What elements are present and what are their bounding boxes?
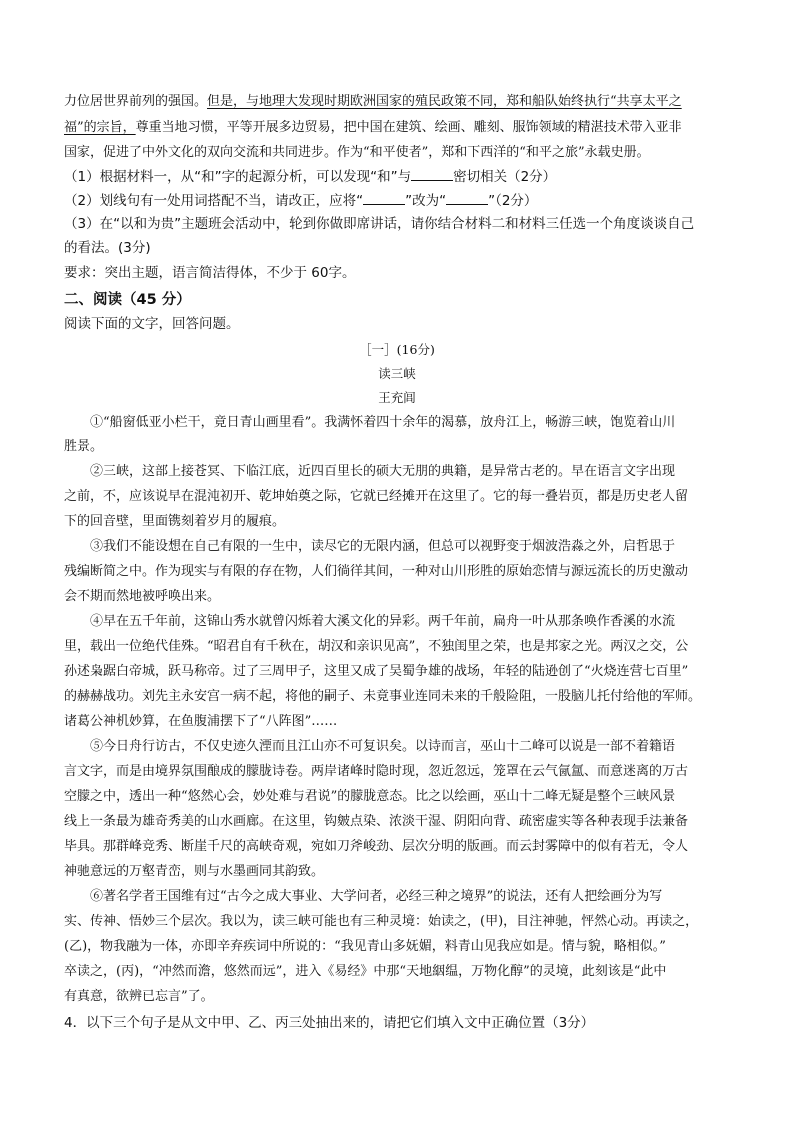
intro-line-1-text: 力位居世界前列的强国。 bbox=[64, 94, 208, 109]
paragraph-5-line: 言文字，而是由境界氛围酿成的朦胧诗卷。两岸诸峰时隐时现，忽近忽远，笼罩在云气氤氲、而意迷离的万古 bbox=[64, 764, 689, 779]
paragraph-5-line: 空朦之中，透出一种“悠然心会，妙处难与君说”的朦胧意态。比之以绘画，巫山十二峰无疑是整个三峡风景 bbox=[64, 789, 676, 804]
paragraph-1-line: 胜景。 bbox=[64, 439, 104, 454]
paragraph-4-line: 诸葛公神机妙算，在鱼腹浦摆下了“八阵图”…… bbox=[64, 714, 338, 729]
answer-blank-2b[interactable] bbox=[446, 190, 488, 205]
question-2-middle: ”改为“ bbox=[405, 193, 447, 209]
paragraph-5-line: 线上一条最为雄奇秀美的山水画廊。在这里，钩皴点染、浓淡干湿、阴阳向背、疏密虚实等各种表现手法兼备 bbox=[64, 814, 689, 829]
paragraph-3-line: 会不期而然地被呼唤出来。 bbox=[64, 589, 221, 604]
question-1 bbox=[64, 166, 736, 187]
paragraph-4-line: 里，载出一位绝代佳殊。“昭君自有千秋在，胡汉和亲识见高”，不独闺里之荣，也是邦家之光。两汉之交，公 bbox=[64, 639, 689, 654]
question-4: 4．以下三个句子是从文中甲、乙、丙三处抽出来的，请把它们填入文中正确位置（3分） bbox=[64, 1015, 595, 1031]
underlined-sentence-part-1: 但是，与地理大发现时期欧洲国家的殖民政策不同，郑和船队始终执行“共享太平之 bbox=[207, 94, 682, 109]
article-title: 读三峡 bbox=[378, 366, 416, 381]
paragraph-3-line: ③我们不能设想在自己有限的一生中，读尽它的无限内涵，但总可以视野变于烟波浩淼之外，启哲思于 bbox=[90, 539, 676, 554]
paragraph-2-line: 之前，不，应该说早在混沌初开、乾坤始奠之际，它就已经摊开在这里了。它的每一叠岩页，都是历史老人留 bbox=[64, 489, 689, 504]
question-2 bbox=[64, 190, 736, 211]
answer-blank-1[interactable] bbox=[411, 166, 453, 181]
paragraph-4-line: 孙述枭踞白帝城，跃马称帝。过了三周甲子，这里又成了吴蜀争雄的战场，年轻的陆逊创了“火烧连营七百里” bbox=[64, 664, 689, 679]
paragraph-4-line: ④早在五千年前，这锦山秀水就曾闪烁着大溪文化的异彩。两千年前，扁舟一叶从那条唤作香溪的水流 bbox=[90, 614, 676, 629]
paragraph-3-line: 残编断简之中。作为现实与有限的存在物，人们徜徉其间，一种对山川形胜的原始恋情与源远流长的历史激动 bbox=[64, 564, 689, 579]
intro-line-1 bbox=[64, 92, 736, 112]
paragraph-2-line: ②三峡，这部上接苍冥、下临江底，近四百里长的硕大无朋的典籍，是异常古老的。早在语言文字出现 bbox=[90, 464, 676, 479]
requirement: 要求：突出主题，语言简洁得体，不少于 60字。 bbox=[64, 265, 356, 281]
paragraph-1-line: ①“船窗低亚小栏干，竟日青山画里看”。我满怀着四十余年的渴慕，放舟江上，畅游三峡，饱览着山川 bbox=[90, 415, 676, 430]
paragraph-5-line: 毕具。那群峰竞秀、断崖千尺的高峡奇观，宛如刀斧峻劲、层次分明的版画。而云封雾障中的似有若无，令人 bbox=[64, 839, 689, 854]
paragraph-6-line: 有真意，欲辨已忘言”了。 bbox=[64, 989, 214, 1004]
paragraph-6-line: (乙)，物我融为一体，亦即辛弃疾词中所说的：“我见青山多妩媚，料青山见我应如是。情与貌，略相似。” bbox=[64, 939, 666, 954]
article-author: 王充闾 bbox=[378, 390, 416, 405]
question-2-suffix: ”（2分） bbox=[488, 193, 538, 209]
intro-line-2 bbox=[64, 118, 736, 138]
part-label: ［一］(16分) bbox=[359, 342, 435, 357]
paragraph-4-line: 的赫赫战功。刘先主永安宫一病不起，将他的嗣子、未竟事业连同未来的千般险阻，一股脑儿托付给他的军师。 bbox=[64, 689, 702, 704]
question-2-prompt: （2）划线句有一处用词搭配不当，请改正，应将“ bbox=[64, 193, 364, 209]
reading-instruction: 阅读下面的文字，回答问题。 bbox=[64, 316, 240, 332]
section-heading: 二、阅读（45 分） bbox=[64, 292, 191, 308]
intro-line-2-text: 尊重当地习惯，平等开展多边贸易，把中国在建筑、绘画、雕刻、服饰领域的精湛技术带入亚非 bbox=[135, 120, 682, 135]
paragraph-6-line: 实、传神、悟妙三个层次。我以为，读三峡可能也有三种灵境：始读之，(甲)，目注神驰，怦然心动。再读之， bbox=[64, 914, 699, 929]
paragraph-2-line: 下的回音壁，里面镌刻着岁月的履痕。 bbox=[64, 514, 286, 529]
answer-blank-2a[interactable] bbox=[363, 190, 405, 205]
paragraph-5-line: ⑤今日舟行访古，不仅史迹久湮而且江山亦不可复识矣。以诗而言，巫山十二峰可以说是一部不着籍语 bbox=[90, 739, 676, 754]
question-1-prompt: （1）根据材料一，从“和”字的起源分析，可以发现“和”与 bbox=[64, 169, 412, 185]
intro-line-3: 国家，促进了中外文化的双向交流和共同进步。作为“和平使者”，郑和下西洋的“和平之旅”永载史册。 bbox=[64, 145, 650, 160]
paragraph-6-line: ⑥著名学者王国维有过“古今之成大事业、大学问者，必经三种之境界”的说法，还有人把绘画分为写 bbox=[90, 889, 663, 904]
paragraph-5-line: 神驰意远的万壑青峦，则与水墨画同其韵致。 bbox=[64, 864, 325, 879]
paragraph-6-line: 卒读之，(丙)，“冲然而澹，悠然而远”，进入《易经》中那“天地絪缊，万物化醇”的灵境，此刻该是“此中 bbox=[64, 964, 667, 979]
question-3-line-2: 的看法。(3分) bbox=[64, 240, 151, 256]
underlined-sentence-part-2: 福”的宗旨， bbox=[64, 120, 136, 135]
question-3-line-1: （3）在“以和为贵”主题班会活动中，轮到你做即席讲话，请你结合材料二和材料三任选一个角度谈谈自己 bbox=[64, 216, 695, 232]
question-1-suffix: 密切相关（2分） bbox=[453, 169, 557, 185]
